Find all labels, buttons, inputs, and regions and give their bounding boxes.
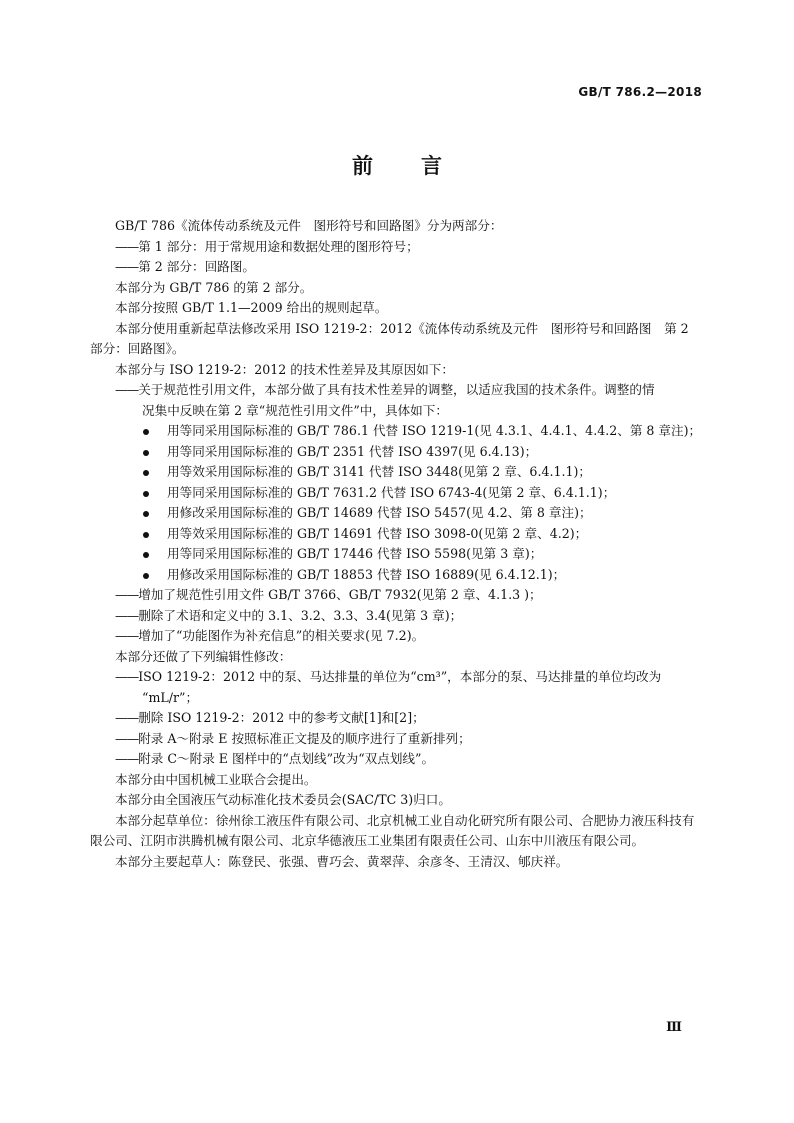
dash-item: ——增加了“功能图作为补充信息”的相关要求(见 7.2)。 [115,628,425,643]
bullet-item: 用修改采用国际标准的 GB/T 18853 代替 ISO 16889(见 6.4.12.1)； [90,565,705,586]
dash-item: ——ISO 1219-2：2012 中的泵、马达排量的单位为“cm³”，本部分的泵、马达排量的单位均改为 [115,669,662,684]
bullet-dot-icon [143,532,149,538]
foreword-body [90,216,705,872]
dash-item-continuation: 况集中反映在第 2 章“规范性引用文件”中，具体如下： [142,402,448,418]
paragraph: 本部分按照 GB/T 1.1—2009 给出的规则起草。 [115,300,388,315]
paragraph: 本部分起草单位：徐州徐工液压件有限公司、北京机械工业自动化研究所有限公司、合肥协力液压科技有限公司、江阴市洪腾机械有限公司、北京华德液压工业集团有限责任公司、山东中川液压有限公司。 [90,812,695,848]
bullet-item: 用等效采用国际标准的 GB/T 3141 代替 ISO 3448(见第 2 章、6.4.1.1)； [90,462,705,483]
bullet-item: 用修改采用国际标准的 GB/T 14689 代替 ISO 5457(见 4.2、第 8 章注)； [90,503,705,524]
document-id-header: GB/T 786.2—2018 [578,85,702,99]
dash-item: ——第 2 部分：回路图。 [115,259,255,274]
paragraph: 本部分主要起草人：陈登民、张强、曹巧会、黄翠萍、余彦冬、王清汉、郇庆祥。 [115,853,569,869]
paragraph: 本部分使用重新起草法修改采用 ISO 1219-2：2012《流体传动系统及元件 图形符号和回路图 第 2 部分：回路图》。 [90,320,689,356]
paragraph: 本部分为 GB/T 786 的第 2 部分。 [115,279,313,295]
bullet-item: 用等同采用国际标准的 GB/T 786.1 代替 ISO 1219-1(见 4.3.1、4.4.1、4.4.2、第 8 章注)； [90,421,705,442]
dash-item: ——附录 C～附录 E 图样中的“点划线”改为“双点划线”。 [115,751,435,766]
page-title [0,150,794,180]
dash-item: ——附录 A～附录 E 按照标准正文提及的顺序进行了重新排列； [115,730,471,746]
bullet-dot-icon [143,470,149,476]
bullet-dot-icon [143,511,149,517]
bullet-item: 用等同采用国际标准的 GB/T 7631.2 代替 ISO 6743-4(见第 2 章、6.4.1.1)； [90,483,705,504]
dash-item: ——关于规范性引用文件，本部分做了具有技术性差异的调整，以适应我国的技术条件。调整的情 [115,382,655,397]
paragraph: 本部分还做了下列编辑性修改： [115,648,292,664]
bullet-dot-icon [143,429,149,435]
paragraph: 本部分由全国液压气动标准化技术委员会(SAC/TC 3)归口。 [115,792,451,807]
dash-item: ——删除 ISO 1219-2：2012 中的参考文献[1]和[2]； [115,710,425,725]
dash-item: ——第 1 部分：用于常规用途和数据处理的图形符号； [115,238,419,254]
page-number: Ⅲ [666,1020,682,1035]
bullet-dot-icon [143,450,149,456]
bullet-dot-icon [143,552,149,558]
title-char-1: 前 [352,154,373,178]
bullet-dot-icon [143,573,149,579]
bullet-item: 用等效采用国际标准的 GB/T 14691 代替 ISO 3098-0(见第 2 章、4.2)； [90,524,705,545]
bullet-item: 用等同采用国际标准的 GB/T 2351 代替 ISO 4397(见 6.4.13)； [90,442,705,463]
bullet-item: 用等同采用国际标准的 GB/T 17446 代替 ISO 5598(见第 3 章)； [90,544,705,565]
title-char-2: 言 [421,154,442,178]
paragraph: 本部分与 ISO 1219-2：2012 的技术性差异及其原因如下： [115,361,454,377]
dash-item-continuation: “mL/r”； [142,689,199,705]
dash-item: ——增加了规范性引用文件 GB/T 3766、GB/T 7932(见第 2 章、4.1.3 )； [115,587,542,602]
bullet-dot-icon [143,491,149,497]
dash-item: ——删除了术语和定义中的 3.1、3.2、3.3、3.4(见第 3 章)； [115,607,463,623]
paragraph: GB/T 786《流体传动系统及元件 图形符号和回路图》分为两部分： [115,218,503,233]
paragraph: 本部分由中国机械工业联合会提出。 [115,771,317,787]
